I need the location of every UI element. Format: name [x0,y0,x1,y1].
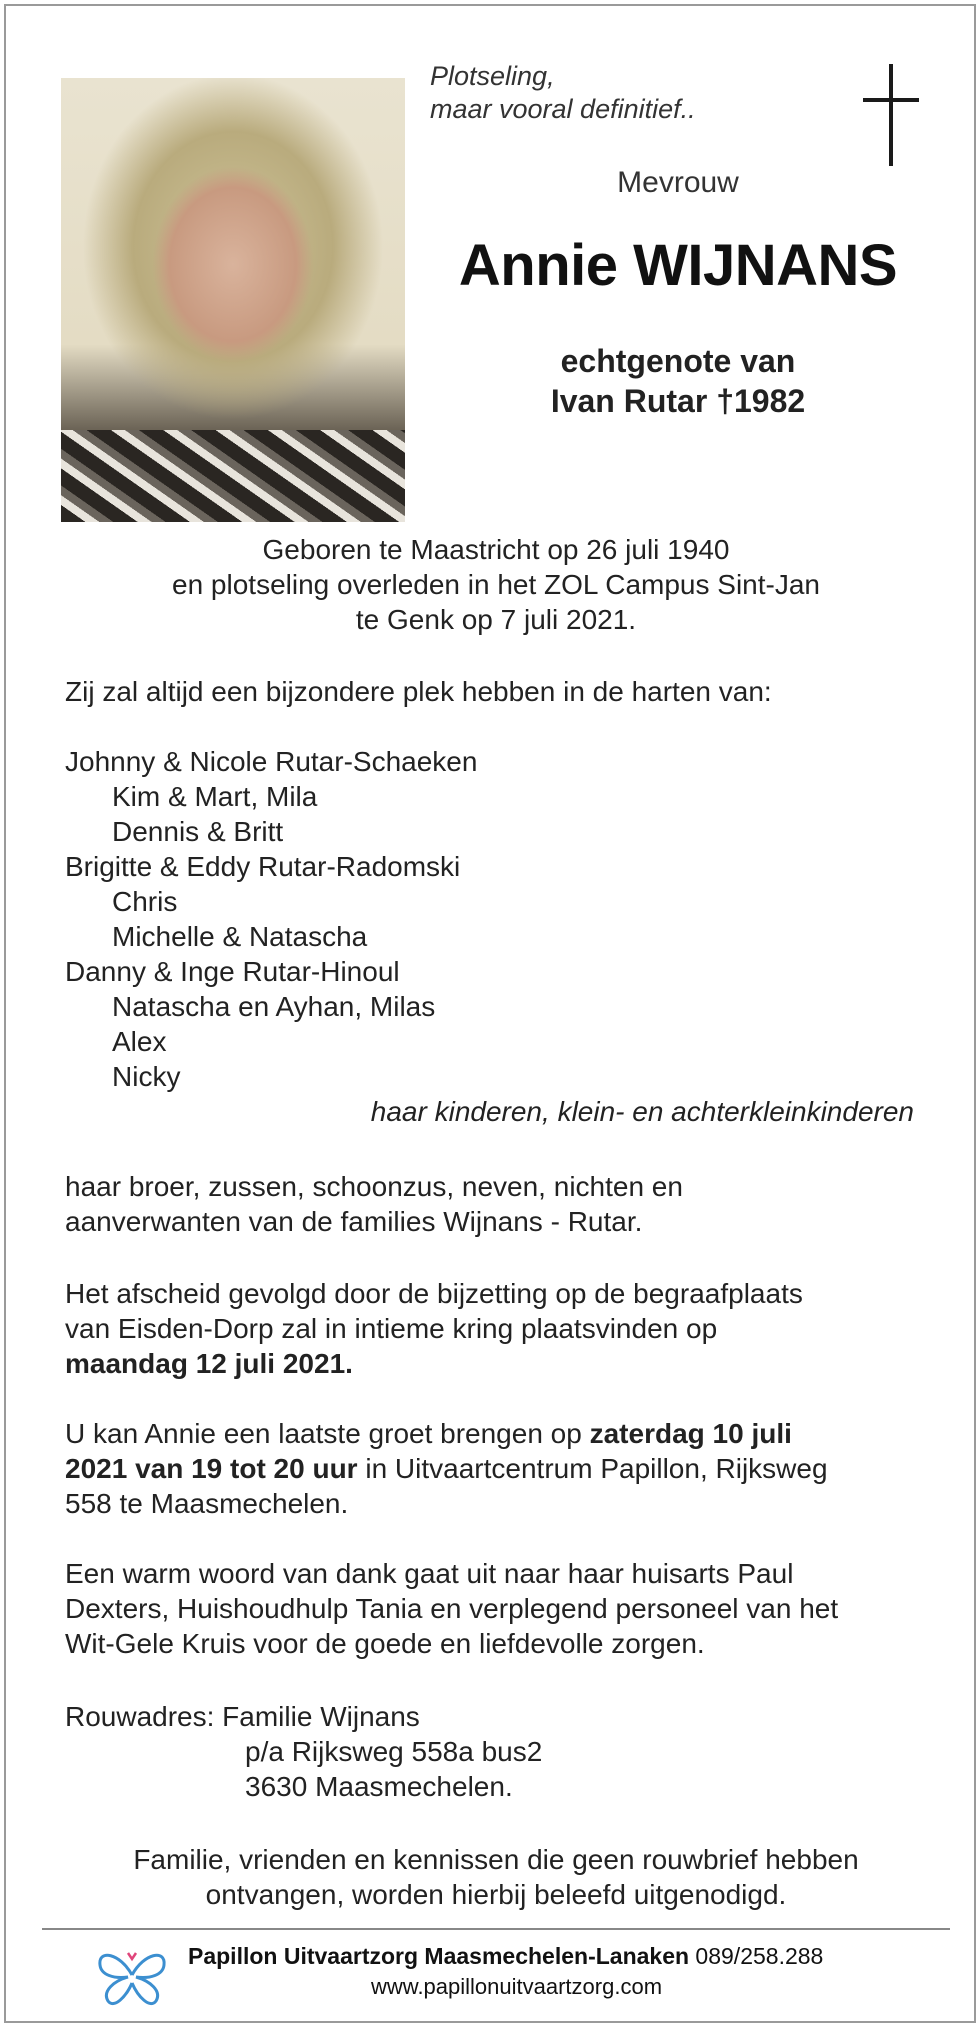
farewell-date: maandag 12 juli 2021. [65,1348,353,1379]
funeral-home-phone: 089/258.288 [689,1943,824,1969]
birth-death-info: Geboren te Maastricht op 26 juli 1940 en plotseling overleden in het ZOL Campus Sint-Jan te Genk op 7 juli 2021. [172,534,820,635]
obituary-card [4,4,976,2023]
footer-divider [42,1928,950,1930]
farewell-paragraph: Het afscheid gevolgd door de bijzetting op de begraafplaats van Eisden-Dorp zal in intieme kring plaatsvinden op maandag 12 juli 2021. [65,1278,803,1379]
family-member: Brigitte & Eddy Rutar-Radomski [65,851,461,882]
visitation-date: zaterdag 10 juli [589,1418,792,1449]
family-member: Michelle & Natascha [112,921,368,952]
family-member: Chris [112,886,178,917]
family-list [65,744,477,1094]
mourning-address: Rouwadres: Familie Wijnans p/a Rijksweg 558a bus2 3630 Maasmechelen. [65,1701,543,1802]
portrait-photo [61,78,405,522]
deceased-name: Annie WIJNANS [458,233,898,298]
family-member: Danny & Inge Rutar-Hinoul [65,956,400,987]
funeral-home-website[interactable]: www.papillonuitvaartzorg.com [371,1974,663,1999]
honorific: Mevrouw [617,166,739,199]
family-member: Kim & Mart, Mila [112,781,318,812]
visitation-time: 2021 van 19 tot 20 uur [65,1453,358,1484]
thanks-paragraph: Een warm woord van dank gaat uit naar haar huisarts Paul Dexters, Huishoudhulp Tania en verplegend personeel van het Wit-Gele Kruis voor de goede en liefdevolle zorgen. [65,1558,839,1659]
spouse-line-1: echtgenote van [560,343,796,379]
motto [430,60,696,126]
funeral-home-name: Papillon Uitvaartzorg Maasmechelen-Lanaken [188,1943,690,1969]
funeral-home [188,1943,823,1970]
motto-line-1: Plotseling, [430,61,555,91]
children-caption: haar kinderen, klein- en achterkleinkinderen [370,1096,914,1127]
siblings-paragraph: haar broer, zussen, schoonzus, neven, nichten en aanverwanten van de families Wijnans - Rutar. [65,1171,683,1237]
cross-icon [863,64,919,166]
invitation-paragraph: Familie, vrienden en kennissen die geen rouwbrief hebben ontvangen, worden hierbij beleefd uitgenodigd. [133,1844,859,1910]
spouse-line-2: Ivan Rutar †1982 [550,383,806,419]
family-member: Johnny & Nicole Rutar-Schaeken [65,746,478,777]
family-member: Alex [112,1026,167,1057]
family-member: Nicky [112,1061,181,1092]
family-member: Natascha en Ayhan, Milas [112,991,436,1022]
family-intro: Zij zal altijd een bijzondere plek hebben in de harten van: [65,676,772,707]
family-member: Dennis & Britt [112,816,284,847]
butterfly-logo-icon [92,1935,172,2015]
spouse-block [551,341,805,421]
visitation-paragraph: U kan Annie een laatste groet brengen op zaterdag 10 juli 2021 van 19 tot 20 uur in Uitvaartcentrum Papillon, Rijksweg 558 te Maasmechelen. [65,1418,828,1519]
motto-line-2: maar vooral definitief.. [430,94,696,124]
